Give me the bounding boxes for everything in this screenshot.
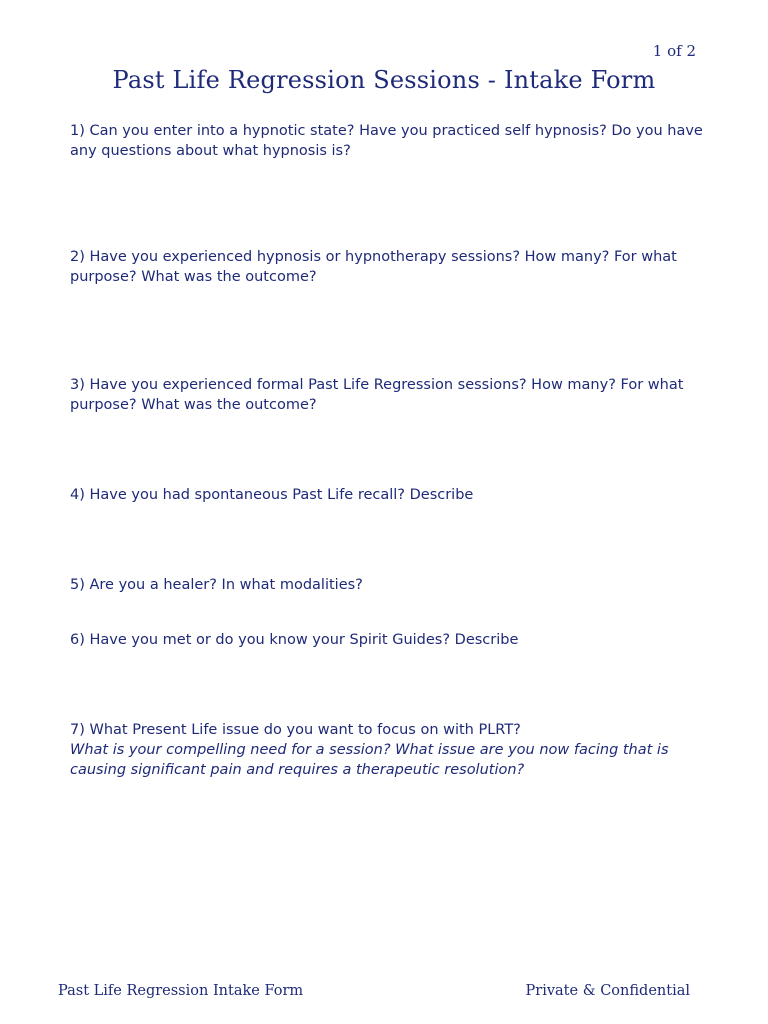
question-5-text: 5) Are you a healer? In what modalities? <box>70 577 363 593</box>
footer-form-name: Past Life Regression Intake Form <box>58 983 304 999</box>
page-title: Past Life Regression Sessions - Intake Form <box>112 66 656 94</box>
question-6-text: 6) Have you met or do you know your Spirit Guides? Describe <box>70 632 519 648</box>
question-7 <box>70 720 710 780</box>
question-2-text: 2) Have you experienced hypnosis or hypnotherapy sessions? How many? For what purpose? What was the outcome? <box>70 249 677 285</box>
question-3-text: 3) Have you experienced formal Past Life Regression sessions? How many? For what purpose? What was the outcome? <box>70 377 684 413</box>
question-7-text: 7) What Present Life issue do you want to focus on with PLRT? <box>70 722 521 738</box>
question-1-text: 1) Can you enter into a hypnotic state? Have you practiced self hypnosis? Do you have any questions about what hypnosis is? <box>70 123 703 159</box>
question-7-subtext: What is your compelling need for a session? What issue are you now facing that is causing significant pain and requires a therapeutic resolution? <box>70 742 669 778</box>
question-4-text: 4) Have you had spontaneous Past Life recall? Describe <box>70 487 474 503</box>
question-5 <box>70 575 710 595</box>
question-1 <box>70 121 710 161</box>
footer-confidential: Private & Confidential <box>525 983 690 999</box>
question-4 <box>70 485 710 505</box>
page-number: 1 of 2 <box>652 42 696 60</box>
question-2 <box>70 247 710 287</box>
question-6 <box>70 630 710 650</box>
question-3 <box>70 375 710 415</box>
